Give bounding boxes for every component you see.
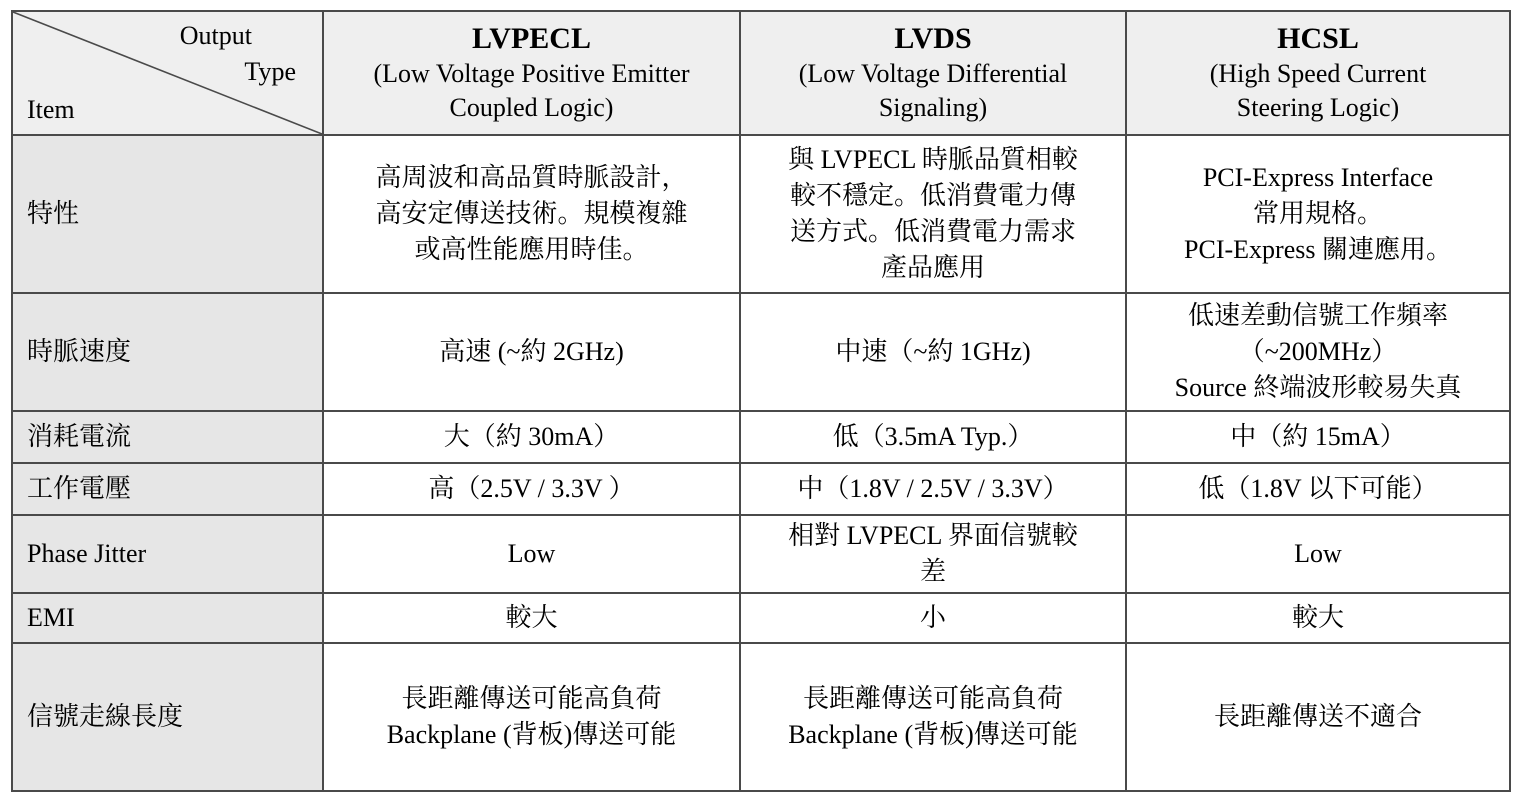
- cell-text-line: 產品應用: [880, 253, 985, 282]
- table-cell: [323, 463, 740, 515]
- row-header-cell: 工作電壓: [12, 463, 323, 515]
- cell-text-line: 中（約 15mA）: [1230, 422, 1406, 451]
- cell-text-line: 較大: [1291, 603, 1344, 632]
- comparison-table: [11, 10, 1511, 792]
- cell-text-line: 高周波和高品質時脈設計，: [375, 163, 688, 192]
- cell-text-line: 小: [919, 603, 946, 632]
- cell-text-line: Backplane (背板)傳送可能: [788, 720, 1078, 749]
- cell-text-line: 送方式。低消費電力需求: [789, 217, 1076, 246]
- cell-text-line: 中（1.8V / 2.5V / 3.3V）: [797, 474, 1069, 503]
- cell-text-line: 低速差動信號工作頻率: [1187, 301, 1448, 330]
- cell-text-line: 與 LVPECL 時脈品質相較: [788, 145, 1078, 174]
- column-header-hcsl: [1126, 11, 1510, 135]
- table-body: [12, 135, 1510, 791]
- column-subtitle-line: (Low Voltage Differential: [798, 59, 1068, 88]
- table-row-phase-jitter: [12, 515, 1510, 593]
- column-subtitle-line: Coupled Logic): [449, 93, 614, 122]
- cell-text-line: Source 終端波形較易失真: [1174, 373, 1462, 402]
- row-header-cell: 特性: [12, 135, 323, 293]
- cell-text-line: （~200MHz）: [1238, 337, 1398, 366]
- table-cell: [740, 643, 1126, 791]
- output-type-label: [179, 18, 296, 90]
- table-cell: [1126, 411, 1510, 463]
- cell-text-line: 長距離傳送可能高負荷: [401, 684, 662, 713]
- cell-text-line: 高速 (~約 2GHz): [439, 337, 624, 366]
- column-title: HCSL: [1277, 22, 1359, 55]
- table-cell: [323, 593, 740, 643]
- cell-text-line: 較大: [505, 603, 558, 632]
- cell-text-line: PCI-Express 關連應用。: [1184, 235, 1452, 264]
- type-label: Type: [244, 57, 296, 86]
- item-label: Item: [27, 95, 75, 124]
- table-cell: [740, 411, 1126, 463]
- table-cell: [323, 515, 740, 593]
- table-cell: [1126, 643, 1510, 791]
- column-title: LVDS: [894, 22, 972, 55]
- table-cell: [323, 411, 740, 463]
- cell-text-line: 相對 LVPECL 界面信號較: [788, 521, 1078, 550]
- column-subtitle-line: (Low Voltage Positive Emitter: [373, 59, 690, 88]
- column-subtitle-line: (High Speed Current: [1209, 59, 1427, 88]
- table-row-emi: [12, 593, 1510, 643]
- cell-text-line: 高（2.5V / 3.3V ）: [428, 474, 635, 503]
- row-header-cell: Phase Jitter: [12, 515, 323, 593]
- table-row-operating-voltage: [12, 463, 1510, 515]
- row-header-cell: 信號走線長度: [12, 643, 323, 791]
- cell-text-line: 低（1.8V 以下可能）: [1198, 474, 1438, 503]
- table-cell: [740, 593, 1126, 643]
- cell-text-line: 長距離傳送不適合: [1213, 702, 1422, 731]
- cell-text-line: 中速（~約 1GHz): [835, 337, 1031, 366]
- table-cell: [1126, 135, 1510, 293]
- cell-text-line: 低（3.5mA Typ.）: [832, 422, 1034, 451]
- cell-text-line: Backplane (背板)傳送可能: [386, 720, 677, 749]
- table-cell: [323, 643, 740, 791]
- table-cell: [323, 135, 740, 293]
- row-header-cell: EMI: [12, 593, 323, 643]
- table-row-current-consumption: [12, 411, 1510, 463]
- row-header-cell: 時脈速度: [12, 293, 323, 411]
- table-cell: [740, 135, 1126, 293]
- table-cell: [1126, 463, 1510, 515]
- table-cell: [740, 515, 1126, 593]
- column-header-lvpecl: [323, 11, 740, 135]
- cell-text-line: 高安定傳送技術。規模複雜: [375, 199, 688, 228]
- column-subtitle-line: Steering Logic): [1236, 93, 1400, 122]
- cell-text-line: 常用規格。: [1252, 199, 1383, 228]
- cell-text-line: 較不穩定。低消費電力傳: [789, 181, 1076, 210]
- header-row: [12, 11, 1510, 135]
- table-cell: [1126, 515, 1510, 593]
- column-header-lvds: [740, 11, 1126, 135]
- table-cell: [740, 293, 1126, 411]
- table-cell: [740, 463, 1126, 515]
- cell-text-line: 或高性能應用時佳。: [414, 235, 649, 264]
- cell-text-line: PCI-Express Interface: [1202, 163, 1434, 192]
- cell-text-line: 差: [919, 557, 946, 586]
- column-title: LVPECL: [472, 22, 591, 55]
- output-label: Output: [179, 21, 252, 50]
- table-row-trace-length: [12, 643, 1510, 791]
- cell-text-line: Low: [1294, 539, 1342, 568]
- row-header-cell: 消耗電流: [12, 411, 323, 463]
- table-cell: [1126, 293, 1510, 411]
- column-subtitle-line: Signaling): [878, 93, 988, 122]
- table-cell: [323, 293, 740, 411]
- table-cell: [1126, 593, 1510, 643]
- table-row-clock-speed: [12, 293, 1510, 411]
- cell-text-line: 長距離傳送可能高負荷: [802, 684, 1063, 713]
- corner-header-cell: [12, 11, 323, 135]
- table-row-characteristics: [12, 135, 1510, 293]
- cell-text-line: Low: [507, 539, 556, 568]
- cell-text-line: 大（約 30mA）: [443, 422, 620, 451]
